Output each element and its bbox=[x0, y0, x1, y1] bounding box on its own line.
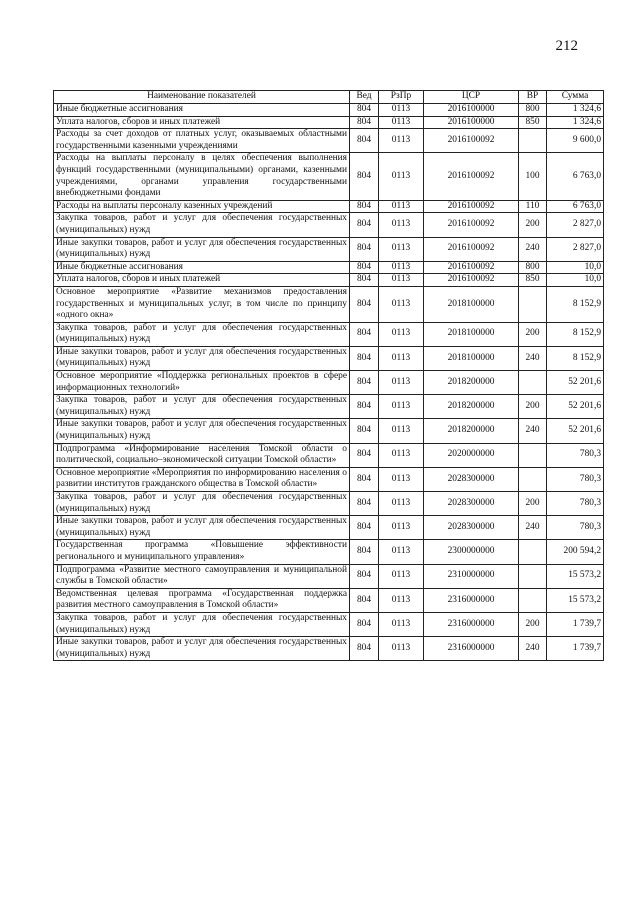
cell-name: Иные закупки товаров, работ и услуг для обеспечения государственных (муниципальных) нужд bbox=[54, 516, 350, 540]
cell-sum: 6 763,0 bbox=[547, 200, 604, 213]
cell-rzpr: 0113 bbox=[379, 200, 424, 213]
cell-csr: 2016100092 bbox=[424, 213, 519, 237]
cell-rzpr: 0113 bbox=[379, 104, 424, 117]
cell-rzpr: 0113 bbox=[379, 467, 424, 491]
cell-rzpr: 0113 bbox=[379, 237, 424, 261]
cell-sum: 8 152,9 bbox=[547, 346, 604, 370]
cell-vr: 240 bbox=[519, 346, 547, 370]
cell-rzpr: 0113 bbox=[379, 286, 424, 322]
cell-name: Ведомственная целевая программа «Государственная поддержка развития местного самоуправления в Томской области» bbox=[54, 588, 350, 612]
table-row bbox=[54, 274, 604, 287]
cell-rzpr: 0113 bbox=[379, 564, 424, 588]
cell-csr: 2018200000 bbox=[424, 395, 519, 419]
cell-vr: 240 bbox=[519, 637, 547, 661]
cell-sum: 780,3 bbox=[547, 516, 604, 540]
cell-rzpr: 0113 bbox=[379, 322, 424, 346]
cell-rzpr: 0113 bbox=[379, 116, 424, 129]
cell-ved: 804 bbox=[350, 116, 379, 129]
cell-csr: 2310000000 bbox=[424, 564, 519, 588]
cell-csr: 2016100092 bbox=[424, 200, 519, 213]
cell-sum: 8 152,9 bbox=[547, 322, 604, 346]
cell-sum: 10,0 bbox=[547, 274, 604, 287]
cell-name: Расходы на выплаты персоналу казенных учреждений bbox=[54, 200, 350, 213]
cell-sum: 780,3 bbox=[547, 467, 604, 491]
cell-ved: 804 bbox=[350, 443, 379, 467]
cell-csr: 2018100000 bbox=[424, 286, 519, 322]
cell-name: Уплата налогов, сборов и иных платежей bbox=[54, 274, 350, 287]
table-row bbox=[54, 261, 604, 274]
cell-name: Закупка товаров, работ и услуг для обеспечения государственных (муниципальных) нужд bbox=[54, 492, 350, 516]
cell-ved: 804 bbox=[350, 467, 379, 491]
cell-name: Закупка товаров, работ и услуг для обеспечения государственных (муниципальных) нужд bbox=[54, 322, 350, 346]
cell-vr: 240 bbox=[519, 516, 547, 540]
cell-csr: 2316000000 bbox=[424, 637, 519, 661]
cell-csr: 2018200000 bbox=[424, 419, 519, 443]
cell-name: Расходы на выплаты персоналу в целях обеспечения выполнения функций государственными (муниципальными) органами, казенными учреждениями, органами управления государственными внебюджетными фондами bbox=[54, 153, 350, 200]
cell-vr bbox=[519, 371, 547, 395]
cell-csr: 2016100000 bbox=[424, 116, 519, 129]
cell-name: Основное мероприятие «Мероприятия по информированию населения о развитии институтов гражданского общества в Томской области» bbox=[54, 467, 350, 491]
cell-rzpr: 0113 bbox=[379, 129, 424, 153]
cell-name: Иные закупки товаров, работ и услуг для обеспечения государственных (муниципальных) нужд bbox=[54, 237, 350, 261]
table-row bbox=[54, 346, 604, 370]
cell-ved: 804 bbox=[350, 213, 379, 237]
cell-vr bbox=[519, 467, 547, 491]
cell-vr: 800 bbox=[519, 104, 547, 117]
cell-csr: 2018200000 bbox=[424, 371, 519, 395]
table-header-row bbox=[54, 91, 604, 104]
table-row bbox=[54, 213, 604, 237]
cell-rzpr: 0113 bbox=[379, 371, 424, 395]
cell-ved: 804 bbox=[350, 637, 379, 661]
cell-rzpr: 0113 bbox=[379, 261, 424, 274]
cell-name: Иные закупки товаров, работ и услуг для обеспечения государственных (муниципальных) нужд bbox=[54, 346, 350, 370]
cell-ved: 804 bbox=[350, 540, 379, 564]
cell-sum: 52 201,6 bbox=[547, 371, 604, 395]
cell-sum: 1 324,6 bbox=[547, 116, 604, 129]
cell-sum: 9 600,0 bbox=[547, 129, 604, 153]
cell-name: Подпрограмма «Информирование населения Томской области о политической, социально–экономической ситуации Томской области» bbox=[54, 443, 350, 467]
table-row bbox=[54, 322, 604, 346]
cell-name: Иные бюджетные ассигнования bbox=[54, 104, 350, 117]
cell-rzpr: 0113 bbox=[379, 443, 424, 467]
table-row bbox=[54, 395, 604, 419]
cell-ved: 804 bbox=[350, 274, 379, 287]
cell-ved: 804 bbox=[350, 200, 379, 213]
cell-csr: 2016100092 bbox=[424, 153, 519, 200]
cell-csr: 2016100000 bbox=[424, 104, 519, 117]
cell-name: Иные закупки товаров, работ и услуг для обеспечения государственных (муниципальных) нужд bbox=[54, 637, 350, 661]
cell-name: Иные бюджетные ассигнования bbox=[54, 261, 350, 274]
cell-name: Закупка товаров, работ и услуг для обеспечения государственных (муниципальных) нужд bbox=[54, 213, 350, 237]
cell-sum: 52 201,6 bbox=[547, 419, 604, 443]
table-row bbox=[54, 371, 604, 395]
cell-vr bbox=[519, 443, 547, 467]
cell-name: Основное мероприятие «Развитие механизмов предоставления государственных и муниципальных услуг, в том числе по принципу «одного окна» bbox=[54, 286, 350, 322]
cell-sum: 1 739,7 bbox=[547, 637, 604, 661]
cell-sum: 15 573,2 bbox=[547, 564, 604, 588]
cell-rzpr: 0113 bbox=[379, 492, 424, 516]
cell-ved: 804 bbox=[350, 129, 379, 153]
cell-vr: 100 bbox=[519, 153, 547, 200]
cell-sum: 1 324,6 bbox=[547, 104, 604, 117]
cell-ved: 804 bbox=[350, 371, 379, 395]
cell-rzpr: 0113 bbox=[379, 540, 424, 564]
table-row bbox=[54, 637, 604, 661]
cell-ved: 804 bbox=[350, 261, 379, 274]
cell-sum: 2 827,0 bbox=[547, 237, 604, 261]
cell-ved: 804 bbox=[350, 564, 379, 588]
table-row bbox=[54, 237, 604, 261]
table-row bbox=[54, 153, 604, 200]
cell-csr: 2300000000 bbox=[424, 540, 519, 564]
cell-ved: 804 bbox=[350, 492, 379, 516]
cell-ved: 804 bbox=[350, 419, 379, 443]
cell-ved: 804 bbox=[350, 612, 379, 636]
cell-ved: 804 bbox=[350, 588, 379, 612]
cell-ved: 804 bbox=[350, 346, 379, 370]
table-row bbox=[54, 104, 604, 117]
cell-rzpr: 0113 bbox=[379, 612, 424, 636]
cell-csr: 2316000000 bbox=[424, 612, 519, 636]
cell-name: Расходы за счет доходов от платных услуг, оказываемых областными государственными казенными учреждениями bbox=[54, 129, 350, 153]
cell-csr: 2018100000 bbox=[424, 346, 519, 370]
table-row bbox=[54, 200, 604, 213]
cell-vr: 240 bbox=[519, 419, 547, 443]
table-row bbox=[54, 286, 604, 322]
cell-ved: 804 bbox=[350, 516, 379, 540]
cell-rzpr: 0113 bbox=[379, 588, 424, 612]
cell-csr: 2018100000 bbox=[424, 322, 519, 346]
cell-rzpr: 0113 bbox=[379, 346, 424, 370]
cell-csr: 2016100092 bbox=[424, 129, 519, 153]
cell-csr: 2028300000 bbox=[424, 492, 519, 516]
cell-vr: 240 bbox=[519, 237, 547, 261]
cell-ved: 804 bbox=[350, 153, 379, 200]
cell-ved: 804 bbox=[350, 322, 379, 346]
cell-csr: 2016100092 bbox=[424, 237, 519, 261]
cell-sum: 200 594,2 bbox=[547, 540, 604, 564]
cell-ved: 804 bbox=[350, 286, 379, 322]
column-header-sum: Сумма bbox=[547, 91, 604, 104]
column-header-vr: ВР bbox=[519, 91, 547, 104]
cell-rzpr: 0113 bbox=[379, 516, 424, 540]
cell-csr: 2316000000 bbox=[424, 588, 519, 612]
table-row bbox=[54, 467, 604, 491]
cell-vr bbox=[519, 564, 547, 588]
table-row bbox=[54, 540, 604, 564]
cell-name: Иные закупки товаров, работ и услуг для обеспечения государственных (муниципальных) нужд bbox=[54, 419, 350, 443]
table-row bbox=[54, 419, 604, 443]
cell-sum: 15 573,2 bbox=[547, 588, 604, 612]
column-header-name: Наименование показателей bbox=[54, 91, 350, 104]
cell-vr bbox=[519, 540, 547, 564]
table-row bbox=[54, 492, 604, 516]
cell-vr: 200 bbox=[519, 322, 547, 346]
cell-sum: 780,3 bbox=[547, 443, 604, 467]
table-row bbox=[54, 116, 604, 129]
cell-sum: 6 763,0 bbox=[547, 153, 604, 200]
table-row bbox=[54, 612, 604, 636]
cell-vr: 200 bbox=[519, 213, 547, 237]
column-header-ved: Вед bbox=[350, 91, 379, 104]
cell-csr: 2016100092 bbox=[424, 261, 519, 274]
cell-sum: 780,3 bbox=[547, 492, 604, 516]
table-row bbox=[54, 516, 604, 540]
cell-rzpr: 0113 bbox=[379, 274, 424, 287]
cell-vr: 200 bbox=[519, 395, 547, 419]
cell-vr: 850 bbox=[519, 116, 547, 129]
cell-sum: 52 201,6 bbox=[547, 395, 604, 419]
table-row bbox=[54, 129, 604, 153]
cell-ved: 804 bbox=[350, 237, 379, 261]
cell-sum: 8 152,9 bbox=[547, 286, 604, 322]
cell-vr: 200 bbox=[519, 612, 547, 636]
cell-name: Государственная программа «Повышение эффективности регионального и муниципального управления» bbox=[54, 540, 350, 564]
cell-vr bbox=[519, 129, 547, 153]
cell-ved: 804 bbox=[350, 395, 379, 419]
cell-vr bbox=[519, 286, 547, 322]
cell-name: Уплата налогов, сборов и иных платежей bbox=[54, 116, 350, 129]
cell-vr: 800 bbox=[519, 261, 547, 274]
cell-ved: 804 bbox=[350, 104, 379, 117]
cell-sum: 2 827,0 bbox=[547, 213, 604, 237]
cell-rzpr: 0113 bbox=[379, 213, 424, 237]
cell-csr: 2016100092 bbox=[424, 274, 519, 287]
cell-rzpr: 0113 bbox=[379, 637, 424, 661]
cell-name: Основное мероприятие «Поддержка региональных проектов в сфере информационных технологий» bbox=[54, 371, 350, 395]
cell-vr bbox=[519, 588, 547, 612]
page-number: 212 bbox=[555, 38, 578, 54]
cell-sum: 1 739,7 bbox=[547, 612, 604, 636]
table-row bbox=[54, 564, 604, 588]
cell-vr: 850 bbox=[519, 274, 547, 287]
cell-rzpr: 0113 bbox=[379, 395, 424, 419]
cell-vr: 110 bbox=[519, 200, 547, 213]
table-row bbox=[54, 443, 604, 467]
cell-rzpr: 0113 bbox=[379, 153, 424, 200]
cell-csr: 2020000000 bbox=[424, 443, 519, 467]
cell-csr: 2028300000 bbox=[424, 516, 519, 540]
column-header-rzpr: РзПр bbox=[379, 91, 424, 104]
cell-csr: 2028300000 bbox=[424, 467, 519, 491]
budget-table bbox=[53, 90, 604, 661]
cell-sum: 10,0 bbox=[547, 261, 604, 274]
cell-vr: 200 bbox=[519, 492, 547, 516]
cell-name: Закупка товаров, работ и услуг для обеспечения государственных (муниципальных) нужд bbox=[54, 395, 350, 419]
column-header-csr: ЦСР bbox=[424, 91, 519, 104]
cell-name: Закупка товаров, работ и услуг для обеспечения государственных (муниципальных) нужд bbox=[54, 612, 350, 636]
cell-name: Подпрограмма «Развитие местного самоуправления и муниципальной службы в Томской области» bbox=[54, 564, 350, 588]
cell-rzpr: 0113 bbox=[379, 419, 424, 443]
table-row bbox=[54, 588, 604, 612]
